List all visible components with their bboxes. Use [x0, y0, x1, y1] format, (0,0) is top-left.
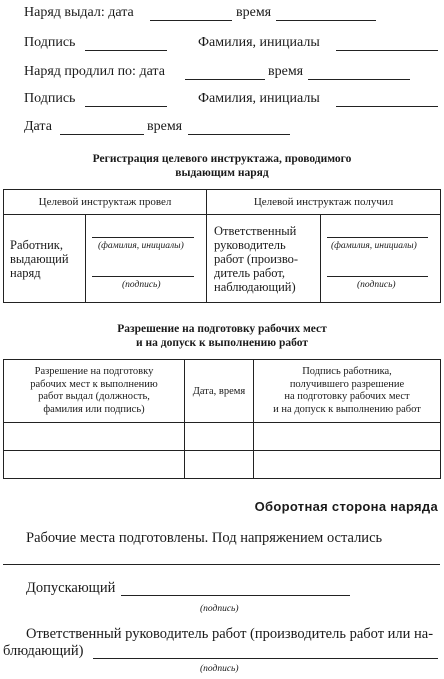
surname-field-2[interactable]	[336, 106, 438, 107]
date-time-field[interactable]	[188, 134, 290, 135]
manager-line-4: дитель работ,	[214, 265, 286, 280]
manager-text-line-2: блюдающий)	[3, 643, 84, 659]
permission-col-issuer	[4, 360, 185, 423]
permission-col1-line-4: фамилия или подпись)	[43, 403, 145, 415]
manager-line-1: Ответственный	[214, 223, 297, 238]
remaining-voltage-field[interactable]	[3, 564, 440, 565]
manager-signature-hint: (подпись)	[357, 280, 396, 290]
manager-cell	[207, 215, 321, 303]
admitting-signature-hint: (подпись)	[200, 604, 239, 614]
issuer-signature-field[interactable]	[92, 276, 194, 277]
extended-time-field[interactable]	[308, 79, 410, 80]
briefing-heading-2: выдающим наряд	[175, 167, 269, 179]
permission-row-1	[4, 423, 441, 451]
briefing-heading-1: Регистрация целевого инструктажа, проводимого	[92, 153, 352, 165]
permission-row-1-datetime[interactable]	[185, 423, 254, 451]
permission-row-1-signature[interactable]	[254, 423, 441, 451]
permission-heading-1: Разрешение на подготовку рабочих мест	[117, 323, 327, 335]
permission-col3-line-3: на подготовку рабочих мест	[284, 391, 410, 402]
manager-line-3: работ (произво-	[214, 251, 299, 266]
signature-label-2: Подпись	[24, 91, 76, 106]
manager-line-5: наблюдающий)	[214, 279, 296, 294]
manager-surname-field[interactable]	[327, 237, 428, 238]
surname-label-1: Фамилия, инициалы	[198, 35, 320, 50]
briefing-col-conducted: Целевой инструктаж провел	[4, 190, 207, 215]
permission-col3-line-4: и на допуск к выполнению работ	[273, 403, 421, 415]
date-label: Дата	[24, 119, 52, 134]
issuer-line-1: Работник,	[10, 237, 63, 252]
permission-row-2-datetime[interactable]	[185, 451, 254, 479]
permission-col-datetime: Дата, время	[185, 360, 254, 423]
date-time-label: время	[147, 119, 183, 134]
surname-field-1[interactable]	[336, 50, 438, 51]
issuer-surname-field[interactable]	[92, 237, 194, 238]
permission-col1-line-2: рабочих мест к выполнению	[30, 378, 158, 390]
extended-date-field[interactable]	[185, 79, 265, 80]
admitting-label: Допускающий	[26, 580, 116, 596]
permission-heading-2: и на допуск к выполнению работ	[136, 337, 308, 349]
permission-col1-line-1: Разрешение на подготовку	[34, 366, 154, 377]
issuer-surname-hint: (фамилия, инициалы)	[98, 241, 184, 251]
briefing-col-received: Целевой инструктаж получил	[207, 190, 441, 215]
signature-label-1: Подпись	[24, 35, 76, 50]
extended-label: Наряд продлил по: дата	[24, 64, 165, 79]
signature-field-1[interactable]	[85, 50, 167, 51]
issued-date-field[interactable]	[150, 20, 232, 21]
date-field[interactable]	[60, 134, 144, 135]
admitting-signature-field[interactable]	[121, 595, 350, 596]
permission-col1-line-3: работ выдал (должность,	[38, 391, 150, 402]
permission-row-1-issuer[interactable]	[4, 423, 185, 451]
manager-signature-hint-reverse: (подпись)	[200, 664, 239, 674]
issuer-signature-hint: (подпись)	[122, 280, 161, 290]
permission-table	[3, 359, 441, 479]
permission-row-2-signature[interactable]	[254, 451, 441, 479]
issuer-line-3: наряд	[10, 265, 41, 280]
briefing-table	[3, 189, 441, 303]
extended-time-label: время	[268, 64, 304, 79]
permission-row-2-issuer[interactable]	[4, 451, 185, 479]
issuer-signature-cell	[86, 215, 207, 303]
manager-line-2: руководитель	[214, 237, 286, 252]
manager-surname-hint: (фамилия, инициалы)	[331, 241, 417, 251]
manager-signature-cell	[321, 215, 441, 303]
permission-col-signature	[254, 360, 441, 423]
signature-field-2[interactable]	[85, 106, 167, 107]
issuer-cell	[4, 215, 86, 303]
issued-time-label: время	[236, 5, 272, 20]
surname-label-2: Фамилия, инициалы	[198, 91, 320, 106]
manager-signature-field[interactable]	[327, 276, 428, 277]
prepared-text: Рабочие места подготовлены. Под напряжением остались	[26, 530, 383, 546]
manager-signature-field-reverse[interactable]	[93, 658, 438, 659]
issued-time-field[interactable]	[276, 20, 376, 21]
reverse-title: Оборотная сторона наряда	[254, 499, 438, 514]
issued-label: Наряд выдал: дата	[24, 5, 134, 20]
permission-col3-line-2: получившего разрешение	[289, 378, 405, 390]
manager-text-line-1: Ответственный руководитель работ (производитель работ или на-	[26, 626, 434, 642]
issuer-line-2: выдающий	[10, 251, 69, 266]
permission-col3-line-1: Подпись работника,	[302, 366, 392, 377]
permission-row-2	[4, 451, 441, 479]
